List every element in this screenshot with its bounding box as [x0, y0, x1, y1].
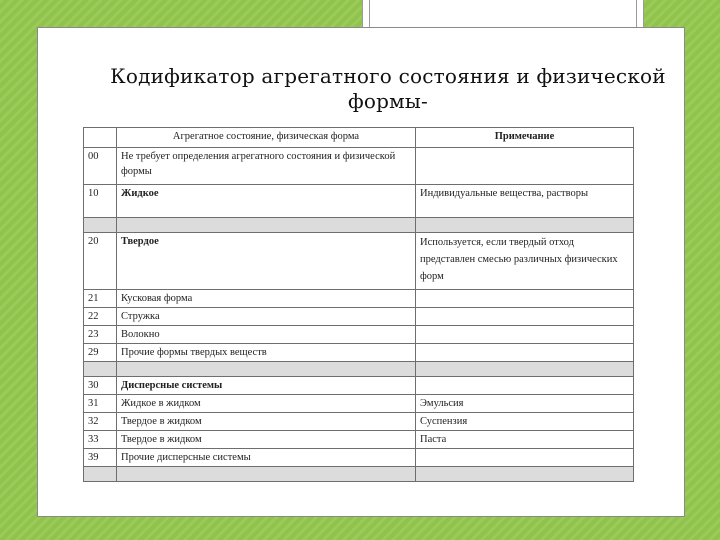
header-code [84, 128, 117, 148]
slide-content [38, 28, 684, 516]
table-row [84, 449, 634, 467]
row-code: 10 [84, 185, 117, 218]
row-note: Индивидуальные вещества, растворы [416, 185, 634, 218]
table-row [84, 290, 634, 308]
row-note [416, 148, 634, 185]
spacer-cell [416, 362, 634, 377]
table-row [84, 395, 634, 413]
slide-title [98, 64, 678, 114]
row-note [416, 344, 634, 362]
slide-title-line-2: формы- [348, 89, 428, 113]
table-row [84, 377, 634, 395]
table-spacer-row [84, 467, 634, 482]
spacer-cell [84, 362, 117, 377]
slide-title-line-1: Кодификатор агрегатного состояния и физической [110, 64, 666, 88]
row-note [416, 326, 634, 344]
row-state: Жидкое в жидком [117, 395, 416, 413]
row-state: Твердое [117, 233, 416, 290]
header-state: Агрегатное состояние, физическая форма [117, 128, 416, 148]
row-note [416, 377, 634, 395]
row-code: 31 [84, 395, 117, 413]
row-state: Дисперсные системы [117, 377, 416, 395]
spacer-cell [84, 218, 117, 233]
row-code: 30 [84, 377, 117, 395]
table-row [84, 431, 634, 449]
header-note: Примечание [416, 128, 634, 148]
row-code: 33 [84, 431, 117, 449]
row-state: Прочие дисперсные системы [117, 449, 416, 467]
spacer-cell [416, 218, 634, 233]
row-note: Паста [416, 431, 634, 449]
table-row [84, 413, 634, 431]
table-row [84, 326, 634, 344]
spacer-cell [84, 467, 117, 482]
spacer-cell [117, 362, 416, 377]
spacer-cell [416, 467, 634, 482]
spacer-cell [117, 218, 416, 233]
row-code: 00 [84, 148, 117, 185]
row-code: 20 [84, 233, 117, 290]
row-state: Кусковая форма [117, 290, 416, 308]
table-row [84, 233, 634, 290]
row-note [416, 449, 634, 467]
codifier-table [83, 127, 634, 482]
row-code: 22 [84, 308, 117, 326]
row-state: Волокно [117, 326, 416, 344]
row-note [416, 290, 634, 308]
row-code: 29 [84, 344, 117, 362]
slide [37, 27, 685, 517]
row-state: Не требует определения агрегатного состояния и физической формы [117, 148, 416, 185]
row-code: 23 [84, 326, 117, 344]
table-row [84, 185, 634, 218]
table-row [84, 308, 634, 326]
row-state: Прочие формы твердых веществ [117, 344, 416, 362]
spacer-cell [117, 467, 416, 482]
row-state: Твердое в жидком [117, 413, 416, 431]
table-body [84, 148, 634, 482]
row-note [416, 308, 634, 326]
row-state: Стружка [117, 308, 416, 326]
table-spacer-row [84, 218, 634, 233]
row-state: Жидкое [117, 185, 416, 218]
row-state: Твердое в жидком [117, 431, 416, 449]
row-note: Используется, если твердый отход представлен смесью различных физических форм [416, 233, 634, 290]
table-row [84, 344, 634, 362]
row-note: Суспензия [416, 413, 634, 431]
table-header-row [84, 128, 634, 148]
table-row [84, 148, 634, 185]
row-code: 39 [84, 449, 117, 467]
table-spacer-row [84, 362, 634, 377]
row-code: 21 [84, 290, 117, 308]
row-code: 32 [84, 413, 117, 431]
row-note: Эмульсия [416, 395, 634, 413]
